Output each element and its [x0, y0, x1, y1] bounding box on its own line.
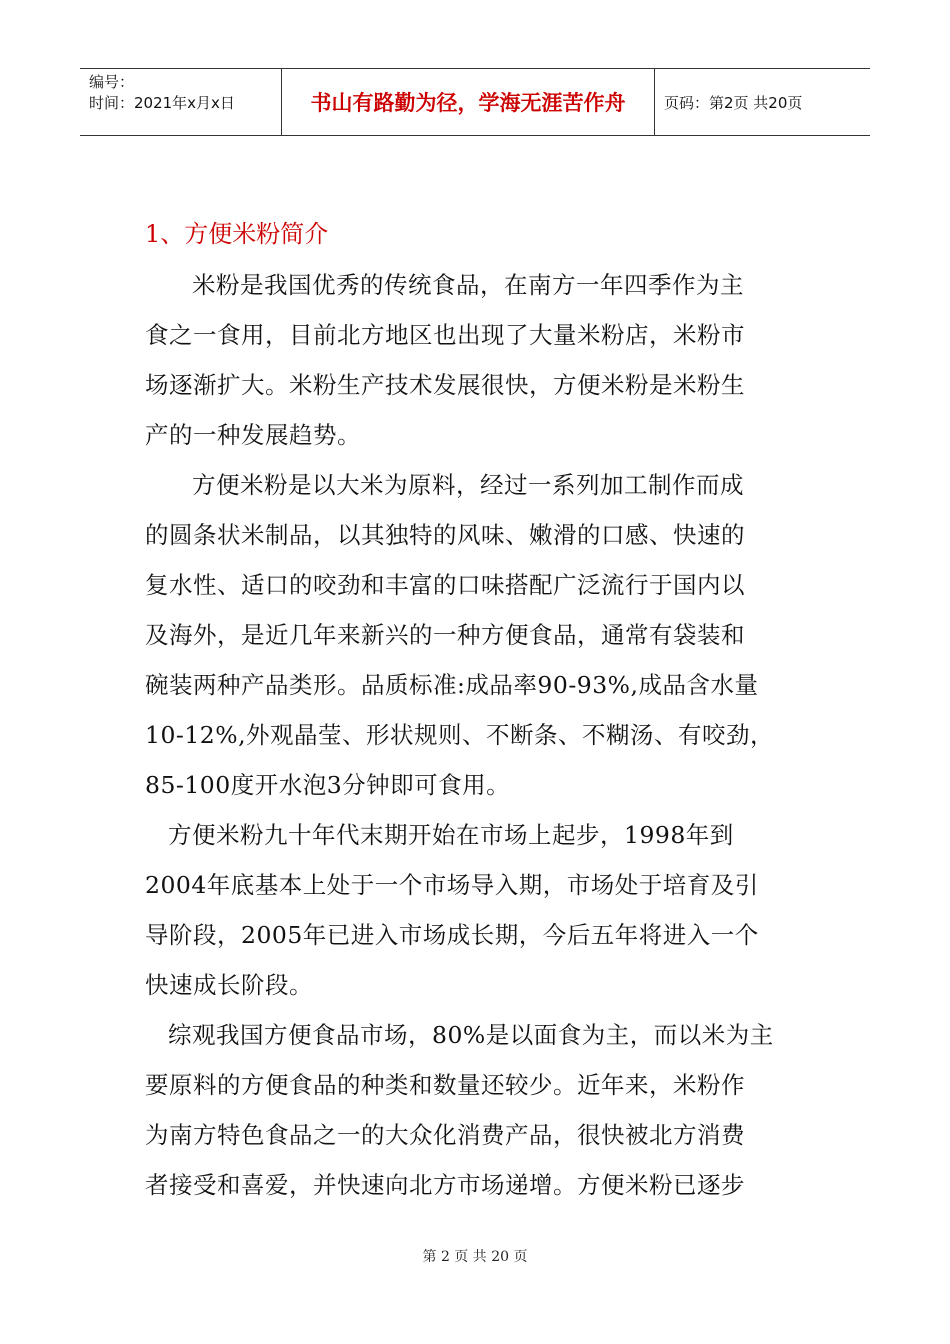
- paragraph-line: 导阶段，2005年已进入市场成长期，今后五年将进入一个: [145, 921, 759, 949]
- paragraph-3: [145, 810, 825, 1010]
- section-title: 1、方便米粉简介: [145, 220, 329, 248]
- paragraph-line: 产的一种发展趋势。: [145, 421, 361, 449]
- paragraph-line: 85-100度开水泡3分钟即可食用。: [145, 771, 511, 799]
- paragraph-4: [145, 1010, 825, 1210]
- paragraph-line: 方便米粉九十年代末期开始在市场上起步，1998年到: [168, 821, 734, 849]
- paragraph-line: 综观我国方便食品市场，80%是以面食为主，而以米为主: [168, 1021, 774, 1049]
- paragraph-line: 快速成长阶段。: [145, 971, 313, 999]
- document-body: [145, 208, 825, 1210]
- paragraph-line: 复水性、适口的咬劲和丰富的口味搭配广泛流行于国内以: [145, 571, 745, 599]
- document-header: [80, 68, 870, 136]
- paragraph-line: 要原料的方便食品的种类和数量还较少。近年来，米粉作: [145, 1071, 745, 1099]
- paragraph-line: 者接受和喜爱，并快速向北方市场递增。方便米粉已逐步: [145, 1171, 745, 1199]
- paragraph-1: [145, 260, 825, 460]
- page-footer: 第 2 页 共 20 页: [422, 1249, 528, 1265]
- paragraph-line: 及海外，是近几年来新兴的一种方便食品，通常有袋装和: [145, 621, 745, 649]
- paragraph-line: 为南方特色食品之一的大众化消费产品，很快被北方消费: [145, 1121, 745, 1149]
- number-label: 编号：: [89, 73, 135, 91]
- paragraph-line: 2004年底基本上处于一个市场导入期，市场处于培育及引: [145, 871, 759, 899]
- paragraph-2: [145, 460, 825, 810]
- paragraph-line: 10-12%,外观晶莹、形状规则、不断条、不糊汤、有咬劲，: [145, 721, 775, 749]
- paragraph-line: 食之一食用，目前北方地区也出现了大量米粉店，米粉市: [145, 321, 745, 349]
- header-meta-cell: [80, 69, 282, 135]
- paragraph-line: 米粉是我国优秀的传统食品，在南方一年四季作为主: [192, 271, 744, 299]
- time-label: 时间：2021年x月x日: [89, 94, 235, 112]
- paragraph-line: 场逐渐扩大。米粉生产技术发展很快，方便米粉是米粉生: [145, 371, 745, 399]
- header-page-info: 页码：第2页 共20页: [664, 93, 803, 112]
- paragraph-line: 的圆条状米制品，以其独特的风味、嫩滑的口感、快速的: [145, 521, 745, 549]
- paragraph-line: 方便米粉是以大米为原料，经过一系列加工制作而成: [192, 471, 744, 499]
- paragraph-line: 碗装两种产品类形。品质标准:成品率90-93%,成品含水量: [145, 671, 759, 699]
- header-motto: 书山有路勤为径，学海无涯苦作舟: [282, 69, 655, 135]
